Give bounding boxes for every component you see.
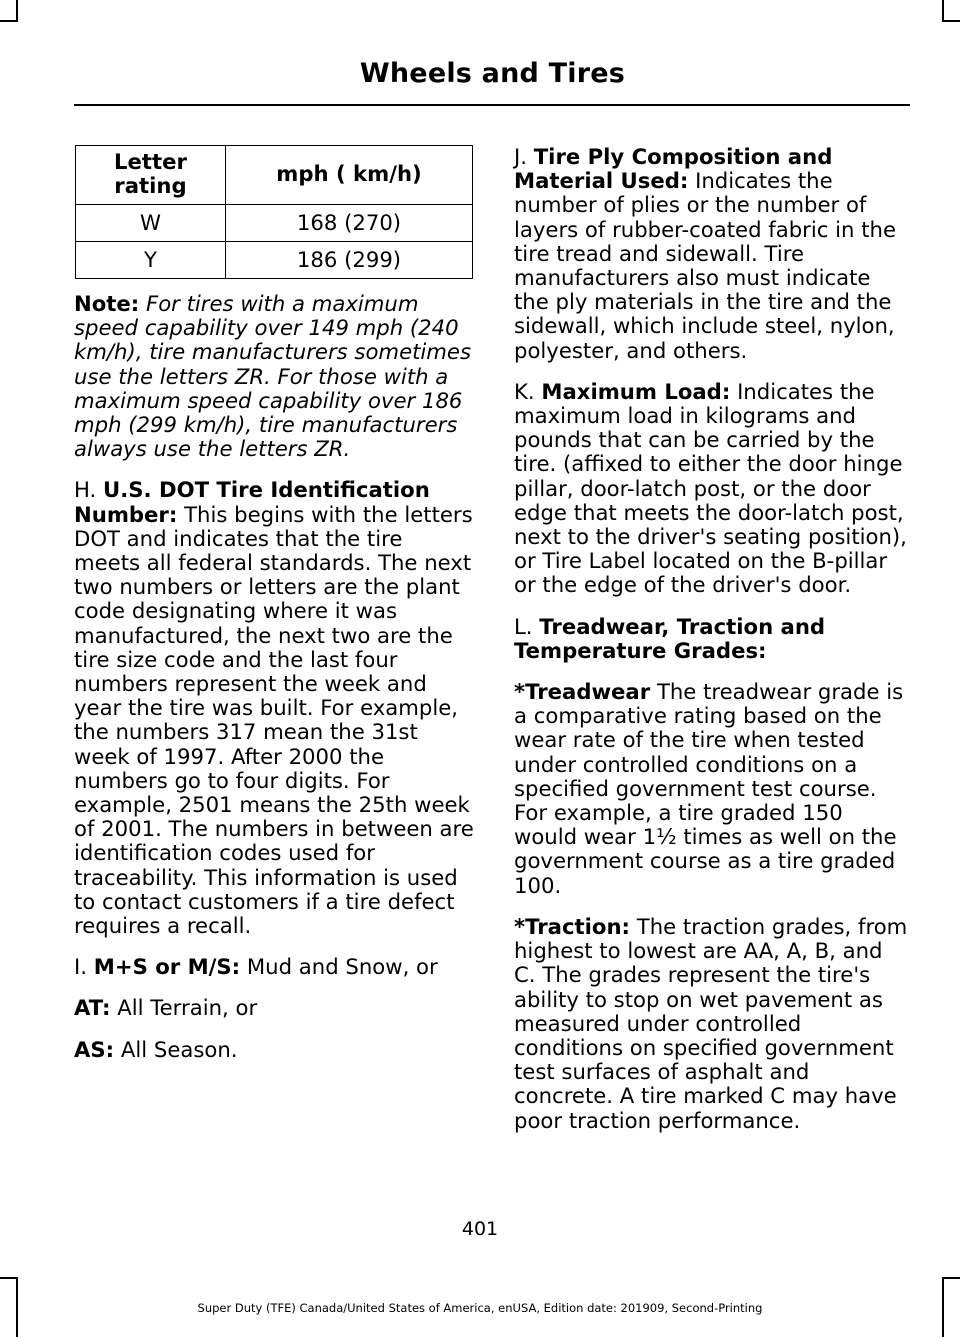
- section-h-prefix: H.: [74, 477, 97, 503]
- section-j-text: Indicates the number of plies or the number of layers of rubber-coated fabric in the tire tread and sidewall. Tire manufacturers also must indicate the ply materials in the tire and the sidewall, which include steel, nylon, polyester, and others.: [514, 168, 896, 363]
- section-l-prefix: L.: [514, 613, 533, 639]
- section-h-text: This begins with the letters DOT and indicates that the tire meets all federal standards. The next two numbers or letters are the plant code designating where it was manufactured, the next two are the tire size code and the last four numbers represent the week and year the tire was built. For example, the numbers 317 mean the 31st week of 1997. After 2000 the numbers go to four digits. For example, 2501 means the 25th week of 2001. The numbers in between are identification codes used for traceability. This information is used to contact customers if a tire defect requires a recall.: [74, 501, 474, 939]
- table-cell-speed: 168 (270): [226, 205, 473, 242]
- section-k-text: Indicates the maximum load in kilograms and pounds that can be carried by the tire. (affixed to either the door hinge pillar, door-latch post, or the door edge that meets the door-latch post, next to the driver's seating position), or Tire Label located on the B-pillar or the edge of the driver's door.: [514, 378, 907, 598]
- at-paragraph: [74, 996, 474, 1020]
- table-cell-letter: Y: [76, 242, 226, 279]
- section-i-prefix: I.: [74, 954, 87, 980]
- table-header-letter-rating: Letter rating: [76, 146, 226, 205]
- page-title: Wheels and Tires: [359, 58, 625, 89]
- at-label: AT:: [74, 995, 111, 1021]
- section-h-title: U.S. DOT Tire Identification Number:: [74, 477, 430, 527]
- page-number: 401: [461, 1218, 499, 1240]
- table-cell-speed: 186 (299): [226, 242, 473, 279]
- treadwear-text: The treadwear grade is a comparative rating based on the wear rate of the tire when tested under controlled conditions on a specified government test course. For example, a tire graded 150 would wear 1½ times as well on the government course as a tire graded 100.: [514, 679, 904, 898]
- footer-edition-info: Super Duty (TFE) Canada/United States of America, enUSA, Edition date: 201909, Second-Printing: [197, 1301, 763, 1315]
- section-i-paragraph: [74, 955, 474, 979]
- crop-mark: [942, 20, 960, 22]
- note-text: For tires with a maximum speed capability over 149 mph (240 km/h), tire manufacturers sometimes use the letters ZR. For those with a maximum speed capability over 186 mph (299 km/h), tire manufacturers always use the letters ZR.: [74, 291, 472, 462]
- crop-mark: [0, 1277, 18, 1279]
- section-k-prefix: K.: [514, 378, 535, 404]
- left-column: [74, 145, 474, 1079]
- section-j-title: Tire Ply Composition and Material Used:: [514, 144, 833, 194]
- section-k-paragraph: [514, 380, 910, 598]
- table-header-speed: mph ( km/h): [226, 146, 473, 205]
- right-column: [514, 145, 910, 1150]
- crop-mark: [16, 0, 18, 20]
- at-text: All Terrain, or: [117, 995, 258, 1021]
- crop-mark: [942, 1277, 960, 1279]
- traction-text: The traction grades, from highest to lowest are AA, A, B, and C. The grades represent the tire's ability to stop on wet pavement as measured under controlled conditions on specified government test surfaces of asphalt and concrete. A tire marked C may have poor traction performance.: [514, 913, 908, 1133]
- section-i-text: Mud and Snow, or: [246, 954, 438, 980]
- section-i-title: M+S or M/S:: [93, 954, 241, 980]
- traction-paragraph: [514, 915, 910, 1133]
- section-h-paragraph: [74, 478, 474, 938]
- table-row: [76, 242, 473, 279]
- table-header-row: [76, 146, 473, 205]
- treadwear-paragraph: [514, 680, 910, 898]
- as-paragraph: [74, 1038, 474, 1062]
- table-cell-letter: W: [76, 205, 226, 242]
- table-row: [76, 205, 473, 242]
- traction-label: *Traction:: [514, 913, 631, 939]
- as-label: AS:: [74, 1036, 115, 1062]
- section-j-prefix: J.: [514, 144, 527, 169]
- section-l-paragraph: [514, 615, 910, 663]
- note-label: Note:: [74, 291, 140, 316]
- header-divider: [74, 104, 910, 106]
- section-l-title: Treadwear, Traction and Temperature Grades:: [514, 613, 826, 663]
- treadwear-label: *Treadwear: [514, 679, 651, 705]
- section-j-paragraph: [514, 145, 910, 363]
- crop-mark: [942, 0, 944, 20]
- note-paragraph: [74, 292, 474, 461]
- section-k-title: Maximum Load:: [541, 378, 731, 404]
- crop-mark: [0, 20, 18, 22]
- speed-rating-table: [75, 145, 473, 279]
- as-text: All Season.: [120, 1036, 238, 1062]
